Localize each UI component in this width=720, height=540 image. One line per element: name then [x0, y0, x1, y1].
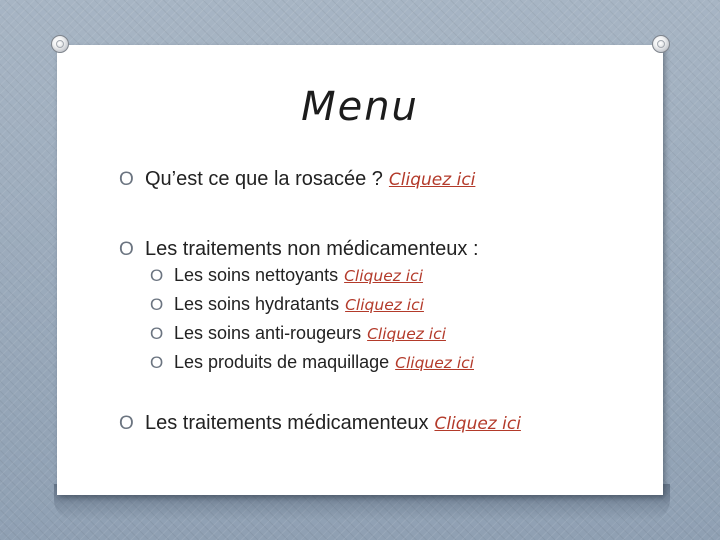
- submenu-item-label: Les soins anti-rougeurs: [174, 323, 362, 343]
- bullet-icon: O: [150, 353, 164, 372]
- submenu-item-label: Les produits de maquillage: [174, 352, 390, 372]
- submenu-item-nettoyants: [150, 265, 423, 286]
- bullet-icon: O: [119, 169, 134, 190]
- bullet-icon: O: [150, 266, 164, 285]
- menu-item-non-medicamenteux: [119, 238, 479, 261]
- menu-item-rosacee: [119, 168, 475, 191]
- submenu-item-label: Les soins hydratants: [174, 294, 340, 314]
- bullet-icon: O: [150, 324, 164, 343]
- submenu-item-hydratants: [150, 294, 424, 315]
- link-medicamenteux[interactable]: Cliquez ici: [434, 414, 521, 434]
- bullet-icon: O: [119, 239, 134, 260]
- slide-title: Menu: [301, 84, 419, 130]
- link-anti-rougeurs[interactable]: Cliquez ici: [367, 325, 446, 343]
- submenu-item-anti-rougeurs: [150, 323, 446, 344]
- pushpin-right-icon: [652, 35, 670, 53]
- link-hydratants[interactable]: Cliquez ici: [345, 296, 424, 314]
- link-nettoyants[interactable]: Cliquez ici: [344, 267, 423, 285]
- bullet-icon: O: [150, 295, 164, 314]
- link-maquillage[interactable]: Cliquez ici: [395, 354, 474, 372]
- menu-item-label: Qu’est ce que la rosacée ?: [145, 168, 383, 190]
- bullet-icon: O: [119, 413, 134, 434]
- pushpin-left-icon: [51, 35, 69, 53]
- submenu-item-maquillage: [150, 352, 474, 373]
- menu-item-label: Les traitements non médicamenteux :: [145, 238, 479, 260]
- menu-item-medicamenteux: [119, 412, 521, 435]
- menu-item-label: Les traitements médicamenteux: [145, 412, 429, 434]
- link-rosacee[interactable]: Cliquez ici: [388, 170, 476, 190]
- submenu-item-label: Les soins nettoyants: [174, 265, 339, 285]
